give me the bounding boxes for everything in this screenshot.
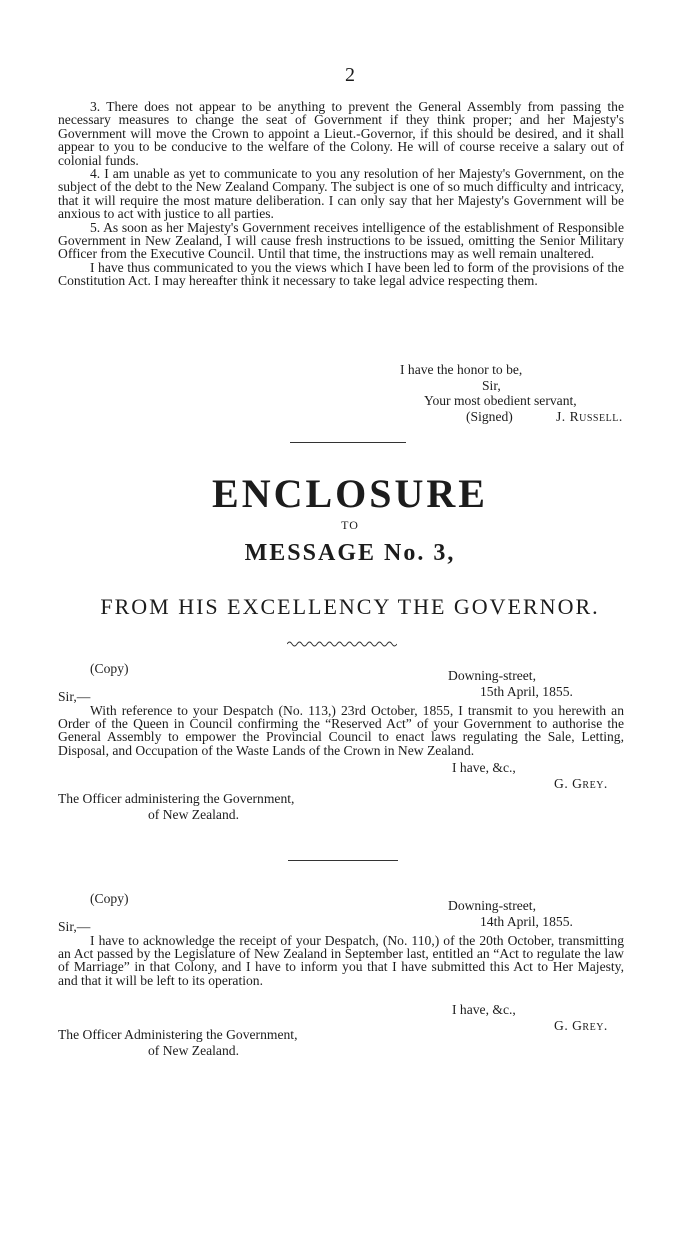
letter1-recipient-line1: The Officer administering the Government, <box>58 791 295 806</box>
letter1-copy-label: (Copy) <box>90 661 129 676</box>
letter-divider <box>288 860 398 861</box>
page-number: 2 <box>345 64 355 86</box>
signed-label: (Signed) <box>466 409 513 424</box>
closing-line-honor: I have the honor to be, <box>400 362 523 377</box>
letter2-recipient-line1: The Officer Administering the Government, <box>58 1027 298 1042</box>
letter2-salutation: Sir,— <box>58 919 91 934</box>
letter1-signature: G. Grey. <box>554 776 608 791</box>
letter2-paragraph: I have to acknowledge the receipt of your Despatch, (No. 110,) of the 20th October, transmitting an Act passed by the Legislature of New Zealand in September last, entitled an “Act to regulate the law of Marriage” in that Colony, and I have to inform you that I have submitted this Act to Her Majesty, and that it will be left to its operation. <box>58 933 624 988</box>
paragraph-4: 4. I am unable as yet to communicate to you any resolution of her Majesty's Government, on the subject of the debt to the New Zealand Company. The subject is one of so much difficulty and intricacy, that it will require the most mature deliberation. I can only say that her Majesty's Government will be anxious to act with justice to all parties. <box>58 166 624 222</box>
letter1-salutation: Sir,— <box>58 689 91 704</box>
section-divider <box>290 442 406 443</box>
letter2-place: Downing-street, <box>448 898 536 913</box>
signature-russell: J. Russell. <box>556 409 623 424</box>
letter2-body <box>58 934 624 987</box>
closing-line-servant: Your most obedient servant, <box>424 393 577 408</box>
enclosure-title: ENCLOSURE <box>212 471 488 516</box>
letter-body-top <box>58 100 624 288</box>
letter1-closing: I have, &c., <box>452 760 516 775</box>
paragraph-3: 3. There does not appear to be anything to prevent the General Assembly from passing the necessary measures to change the seat of Government if they think proper; and her Majesty's Government will move the Crown to appoint a Lieut.-Governor, if this should be desired, and it shall appear to you to be conducive to the welfare of the Colony. He will of course receive a salary out of colonial funds. <box>58 99 624 168</box>
letter1-body <box>58 704 624 757</box>
paragraph-5: 5. As soon as her Majesty's Government receives intelligence of the establishment of Responsible Government in New Zealand, I will cause fresh instructions to be issued, omitting the Senior Military Officer from the Executive Council. Until that time, the instructions may as well remain unaltered. <box>58 219 624 262</box>
message-heading: MESSAGE No. 3, <box>244 540 456 566</box>
letter2-copy-label: (Copy) <box>90 891 129 906</box>
letter2-signature: G. Grey. <box>554 1018 608 1033</box>
heading-to: TO <box>341 518 359 532</box>
wavy-ornament <box>287 640 397 648</box>
governor-heading: FROM HIS EXCELLENCY THE GOVERNOR. <box>100 594 600 619</box>
paragraph-closing-remark: I have thus communicated to you the views which I have been led to form of the provisions of the Constitution Act. I may hereafter think it necessary to take legal advice respecting them. <box>58 259 624 289</box>
letter1-recipient-line2: of New Zealand. <box>148 807 239 822</box>
letter2-date: 14th April, 1855. <box>480 914 573 929</box>
letter1-place: Downing-street, <box>448 668 536 683</box>
closing-line-sir: Sir, <box>482 378 501 393</box>
letter2-recipient-line2: of New Zealand. <box>148 1043 239 1058</box>
letter2-closing: I have, &c., <box>452 1002 516 1017</box>
letter1-date: 15th April, 1855. <box>480 684 573 699</box>
letter1-paragraph: With reference to your Despatch (No. 113,) 23rd October, 1855, I transmit to you herewith an Order of the Queen in Council confirming the “Reserved Act” of your Government to authorise the General Assembly to empower the Provincial Council to enact laws regulating the Sale, Letting, Disposal, and Occupation of the Waste Lands of the Crown in New Zealand. <box>58 703 624 758</box>
